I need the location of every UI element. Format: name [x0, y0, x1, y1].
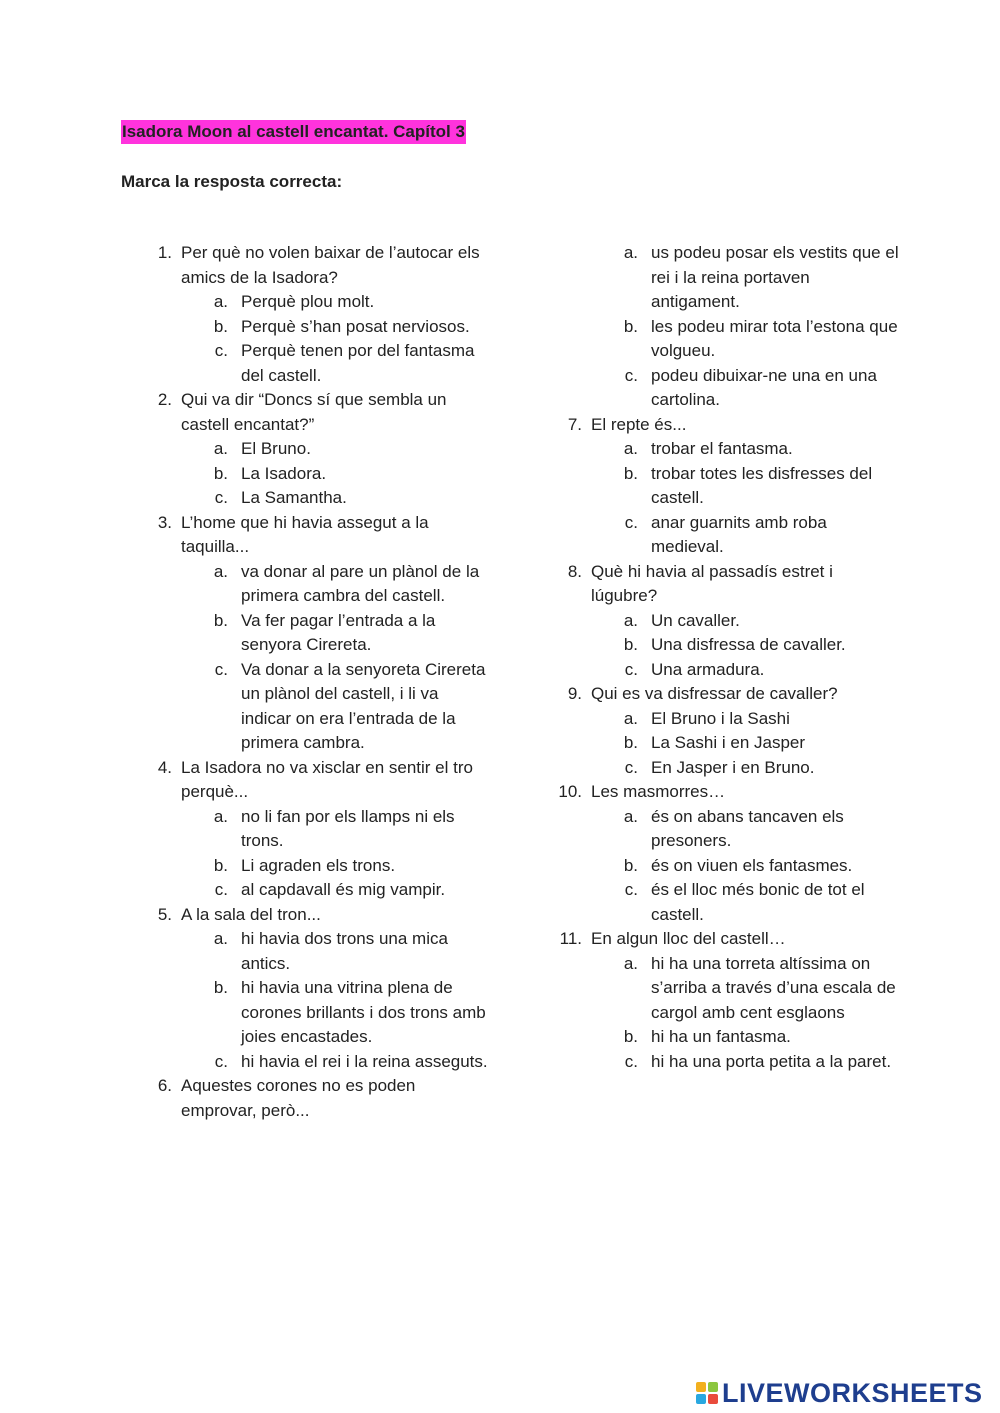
- option-letter: a.: [623, 439, 638, 458]
- option-text: no li fan por els llamps ni els trons.: [241, 806, 455, 850]
- option-letter: c.: [214, 1051, 228, 1071]
- question-number: 5.: [157, 904, 172, 924]
- answer-option[interactable]: [611, 241, 900, 315]
- option-letter: b.: [623, 635, 638, 654]
- option-text: hi ha una torreta altíssima on s’arriba a través d’una escala de cargol amb cent esglaons: [651, 953, 896, 1022]
- question-text: En algun lloc del castell…: [591, 929, 786, 948]
- option-text: La Samantha.: [241, 488, 347, 507]
- question: [140, 388, 490, 437]
- answer-option[interactable]: [611, 731, 900, 756]
- option-letter: b.: [213, 316, 228, 336]
- left-column: [140, 241, 490, 1123]
- question-text: Què hi havia al passadís estret i lúgubre?: [591, 561, 833, 605]
- option-letter: b.: [623, 1027, 638, 1046]
- answer-option[interactable]: [611, 437, 900, 462]
- option-text: trobar el fantasma.: [651, 439, 793, 458]
- option-letter: b.: [623, 463, 638, 483]
- question-text: Qui es va disfressar de cavaller?: [591, 684, 838, 703]
- answer-option[interactable]: [611, 633, 900, 658]
- answer-option[interactable]: [611, 511, 900, 560]
- logo-square: [708, 1394, 718, 1404]
- option-letter: c.: [624, 365, 638, 385]
- option-letter: b.: [623, 733, 638, 752]
- question-text: Les masmorres…: [591, 782, 726, 801]
- option-text: Perquè plou molt.: [241, 292, 375, 311]
- option-text: hi havia el rei i la reina asseguts.: [241, 1051, 488, 1071]
- answer-option[interactable]: [201, 658, 490, 756]
- answer-options: [201, 927, 490, 1074]
- answer-option[interactable]: [201, 927, 490, 976]
- option-text: hi havia dos trons una mica antics.: [241, 929, 448, 973]
- answer-option[interactable]: [611, 609, 900, 634]
- question-number: 10.: [558, 782, 582, 801]
- right-column: [550, 241, 900, 1074]
- answer-option[interactable]: [201, 462, 490, 487]
- option-letter: c.: [214, 659, 228, 679]
- answer-option[interactable]: [611, 952, 900, 1026]
- option-letter: c.: [214, 488, 228, 507]
- option-text: les podeu mirar tota l’estona que volgueu.: [651, 316, 898, 360]
- question-text: La Isadora no va xisclar en sentir el tro perquè...: [181, 757, 473, 801]
- option-text: Una disfressa de cavaller.: [651, 635, 846, 654]
- question: [140, 1074, 490, 1123]
- answer-option[interactable]: [201, 805, 490, 854]
- option-text: trobar totes les disfresses del castell.: [651, 463, 873, 507]
- option-text: En Jasper i en Bruno.: [651, 757, 815, 777]
- option-letter: c.: [624, 1051, 638, 1071]
- option-text: al capdavall és mig vampir.: [241, 880, 446, 899]
- option-letter: a.: [213, 561, 228, 581]
- answer-option[interactable]: [201, 290, 490, 315]
- answer-options: [201, 805, 490, 903]
- question-number: 8.: [567, 561, 582, 581]
- question-text: Qui va dir “Doncs sí que sembla un castell encantat?”: [181, 390, 447, 434]
- answer-option[interactable]: [201, 878, 490, 903]
- option-text: us podeu posar els vestits que el rei i la reina portaven antigament.: [651, 243, 899, 311]
- question: [550, 682, 900, 707]
- question-number: 3.: [157, 512, 172, 532]
- answer-option[interactable]: [611, 462, 900, 511]
- option-letter: c.: [624, 659, 638, 679]
- question: [550, 927, 900, 952]
- option-letter: a.: [213, 439, 228, 458]
- answer-option[interactable]: [611, 1050, 900, 1075]
- answer-option[interactable]: [611, 854, 900, 879]
- answer-options: [611, 805, 900, 928]
- option-letter: b.: [213, 855, 228, 875]
- answer-option[interactable]: [201, 976, 490, 1050]
- question-text: Per què no volen baixar de l’autocar els amics de la Isadora?: [181, 243, 480, 287]
- answer-option[interactable]: [611, 364, 900, 413]
- option-letter: a.: [623, 610, 638, 630]
- option-text: Li agraden els trons.: [241, 855, 396, 875]
- option-letter: c.: [624, 880, 638, 899]
- question: [550, 560, 900, 609]
- logo-text: LIVEWORKSHEETS: [722, 1377, 983, 1408]
- question-number: 9.: [567, 684, 582, 703]
- answer-option[interactable]: [201, 315, 490, 340]
- option-text: podeu dibuixar-ne una en una cartolina.: [651, 365, 877, 409]
- option-letter: c.: [624, 757, 638, 777]
- answer-option[interactable]: [611, 756, 900, 781]
- answer-option[interactable]: [201, 854, 490, 879]
- option-letter: a.: [213, 929, 228, 948]
- option-letter: c.: [624, 512, 638, 532]
- option-letter: c.: [214, 341, 228, 360]
- answer-options: [201, 290, 490, 388]
- answer-options: [611, 707, 900, 781]
- page-title: Isadora Moon al castell encantat. Capítol 3: [121, 120, 466, 144]
- answer-option[interactable]: [201, 339, 490, 388]
- option-text: Una armadura.: [651, 659, 765, 679]
- liveworksheets-logo: [696, 1378, 983, 1408]
- option-text: anar guarnits amb roba medieval.: [651, 512, 827, 556]
- answer-option[interactable]: [201, 609, 490, 658]
- question: [140, 756, 490, 805]
- answer-options: [611, 437, 900, 560]
- option-letter: c.: [214, 880, 228, 899]
- answer-option[interactable]: [201, 560, 490, 609]
- liveworksheets-logo-icon: [696, 1382, 718, 1404]
- instruction: Marca la resposta correcta:: [121, 172, 343, 191]
- question-text: A la sala del tron...: [181, 904, 321, 924]
- answer-option[interactable]: [611, 1025, 900, 1050]
- option-text: és on abans tancaven els presoners.: [651, 806, 844, 850]
- answer-option[interactable]: [201, 1050, 490, 1075]
- answer-options: [611, 241, 900, 413]
- logo-square: [696, 1382, 706, 1392]
- answer-options: [611, 952, 900, 1075]
- option-letter: a.: [623, 708, 638, 728]
- question-number: 7.: [567, 414, 582, 434]
- question-number: 6.: [157, 1076, 172, 1095]
- answer-options: [201, 560, 490, 756]
- answer-option[interactable]: [611, 878, 900, 927]
- option-letter: b.: [623, 316, 638, 336]
- question-number: 1.: [157, 243, 172, 262]
- option-letter: b.: [213, 610, 228, 630]
- option-letter: a.: [213, 292, 228, 311]
- option-letter: a.: [213, 806, 228, 826]
- option-text: El Bruno i la Sashi: [651, 708, 790, 728]
- question: [140, 241, 490, 290]
- option-text: hi ha una porta petita a la paret.: [651, 1051, 892, 1071]
- answer-option[interactable]: [611, 315, 900, 364]
- option-text: El Bruno.: [241, 439, 311, 458]
- question-text: L’home que hi havia assegut a la taquilla...: [181, 512, 429, 556]
- option-text: La Sashi i en Jasper: [651, 733, 806, 752]
- option-text: és el lloc més bonic de tot el castell.: [651, 880, 865, 924]
- option-text: és on viuen els fantasmes.: [651, 855, 853, 875]
- answer-option[interactable]: [611, 707, 900, 732]
- option-letter: a.: [623, 243, 638, 262]
- option-letter: b.: [213, 978, 228, 997]
- question: [140, 903, 490, 928]
- logo-square: [708, 1382, 718, 1392]
- option-text: hi havia una vitrina plena de corones brillants i dos trons amb joies encastades.: [241, 978, 486, 1046]
- answer-option[interactable]: [611, 658, 900, 683]
- option-text: Va donar a la senyoreta Cirereta un plànol del castell, i li va indicar on era l’entrada de la primera cambra.: [241, 659, 486, 752]
- option-letter: a.: [623, 953, 638, 973]
- question-number: 4.: [157, 757, 172, 777]
- option-text: hi ha un fantasma.: [651, 1027, 791, 1046]
- question: [140, 511, 490, 560]
- option-text: La Isadora.: [241, 463, 327, 483]
- answer-option[interactable]: [611, 805, 900, 854]
- question-text: El repte és...: [591, 414, 687, 434]
- question: [550, 413, 900, 438]
- answer-options: [611, 609, 900, 683]
- logo-square: [696, 1394, 706, 1404]
- answer-option[interactable]: [201, 437, 490, 462]
- option-text: Perquè tenen por del fantasma del castell.: [241, 341, 475, 385]
- question-text: Aquestes corones no es poden emprovar, però...: [181, 1076, 416, 1120]
- option-letter: b.: [213, 463, 228, 483]
- option-letter: b.: [623, 855, 638, 875]
- answer-option[interactable]: [201, 486, 490, 511]
- option-text: va donar al pare un plànol de la primera cambra del castell.: [241, 561, 480, 605]
- question: [550, 780, 900, 805]
- question-number: 11.: [559, 929, 582, 948]
- option-letter: a.: [623, 806, 638, 826]
- option-text: Un cavaller.: [651, 610, 740, 630]
- question-number: 2.: [157, 390, 172, 409]
- answer-options: [201, 437, 490, 511]
- option-text: Va fer pagar l’entrada a la senyora Cirereta.: [241, 610, 436, 654]
- option-text: Perquè s’han posat nerviosos.: [241, 316, 470, 336]
